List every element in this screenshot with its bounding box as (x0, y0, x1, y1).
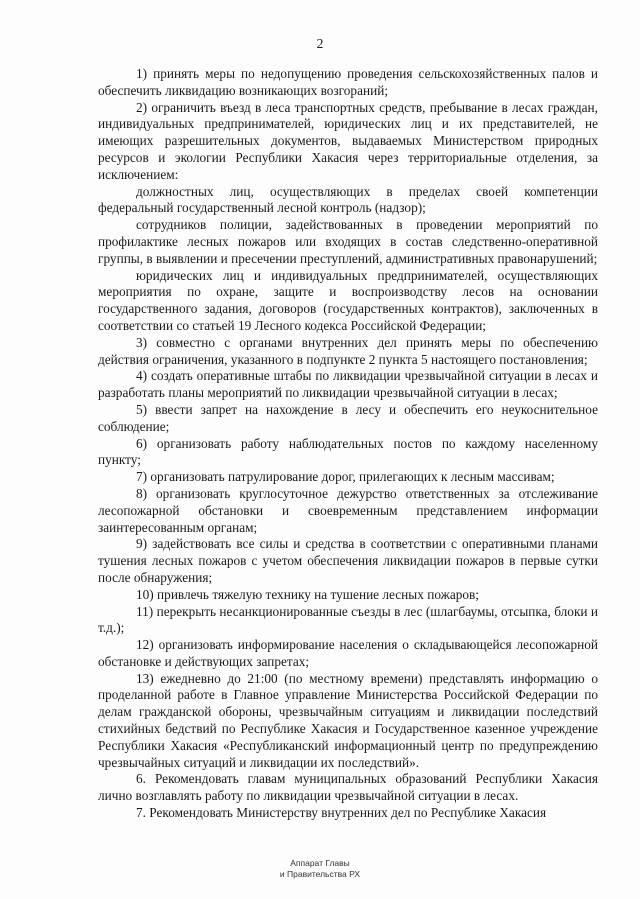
page-number: 2 (316, 36, 324, 51)
paragraph-exception-legal-entities: юридических лиц и индивидуальных предпринимателей, осуществляющих мероприятия по охране, защите и воспроизводству лесов на основании государственного задания, договоров (государственных контрактов), заключенных в соответствии со статьей 19 Лесного кодекса Российской Федерации; (98, 267, 598, 333)
paragraph-item-12: 12) организовать информирование населения о складывающейся лесопожарной обстановке и действующих запретах; (98, 637, 598, 669)
paragraph-item-9: 9) задействовать все силы и средства в соответствии с оперативными планами тушения лесных пожаров с учетом обеспечения ликвидации пожаров в первые сутки после обнаружения; (98, 536, 598, 585)
paragraph-item-3: 3) совместно с органами внутренних дел принять меры по обеспечению действия ограничения, указанного в подпункте 2 пункта 5 настоящего постановления; (98, 334, 598, 367)
paragraph-item-4: 4) создать оперативные штабы по ликвидации чрезвычайной ситуации в лесах и разработать планы мероприятий по ликвидации чрезвычайной ситуации в лесах; (98, 368, 598, 401)
document-body (98, 66, 598, 822)
paragraph-item-7: 7) организовать патрулирование дорог, прилегающих к лесным массивам; (136, 469, 555, 485)
paragraph-item-10: 10) привлечь тяжелую технику на тушение лесных пожаров; (136, 586, 479, 602)
paragraph-item-5: 5) ввести запрет на нахождение в лесу и обеспечить его неукоснительное соблюдение; (98, 401, 598, 434)
paragraph-item-6: 6) организовать работу наблюдательных постов по каждому населенному пункту; (98, 435, 598, 468)
paragraph-exception-police: сотрудников полиции, задействованных в проведении мероприятий по профилактике лесных пожаров или входящих в состав следственно-оперативной группы, в выявлении и пресечении преступлений, административных правонарушений; (98, 217, 598, 266)
paragraph-item-2: 2) ограничить въезд в леса транспортных средств, пребывание в лесах граждан, индивидуальных предпринимателей, юридических лиц и их представителей, не имеющих разрешительных документов, выдаваемых Министерством природных ресурсов и экологии Республики Хакасия через территориальные отделения, за исключением: (98, 99, 598, 182)
paragraph-item-1: 1) принять меры по недопущению проведения сельскохозяйственных палов и обеспечить ликвидацию возникающих возгораний; (98, 66, 598, 98)
paragraph-item-8: 8) организовать круглосуточное дежурство ответственных за отслеживание лесопожарной обстановки и своевременным представлением информации заинтересованным органам; (98, 485, 598, 535)
paragraph-item-13: 13) ежедневно до 21:00 (по местному времени) представлять информацию о проделанной работе в Главное управление Министерства Российской Федерации по делам гражданской обороны, чрезвычайным ситуациям и ликвидации последствий стихийных бедствий по Республике Хакасия и Государственное казенное учреждение Республики Хакасия «Республиканский информационный центр по предупреждению чрезвычайных ситуаций и ликвидации их последствий». (98, 670, 598, 770)
paragraph-point-6: 6. Рекомендовать главам муниципальных образований Республики Хакасия лично возглавлять работу по ликвидации чрезвычайной ситуации в лесах. (98, 771, 598, 804)
footer-stamp (0, 858, 640, 880)
footer-stamp-line-1: Аппарат Главы (290, 858, 350, 868)
footer-stamp-line-2: и Правительства РХ (279, 869, 361, 879)
paragraph-exception-officials: должностных лиц, осуществляющих в пределах своей компетенции федеральный государственный лесной контроль (надзор); (98, 183, 598, 216)
paragraph-point-7: 7. Рекомендовать Министерству внутренних дел по Республике Хакасия (136, 805, 547, 821)
paragraph-item-11: 11) перекрыть несанкционированные съезды в лес (шлагбаумы, отсыпка, блоки и т.д.); (98, 603, 598, 636)
